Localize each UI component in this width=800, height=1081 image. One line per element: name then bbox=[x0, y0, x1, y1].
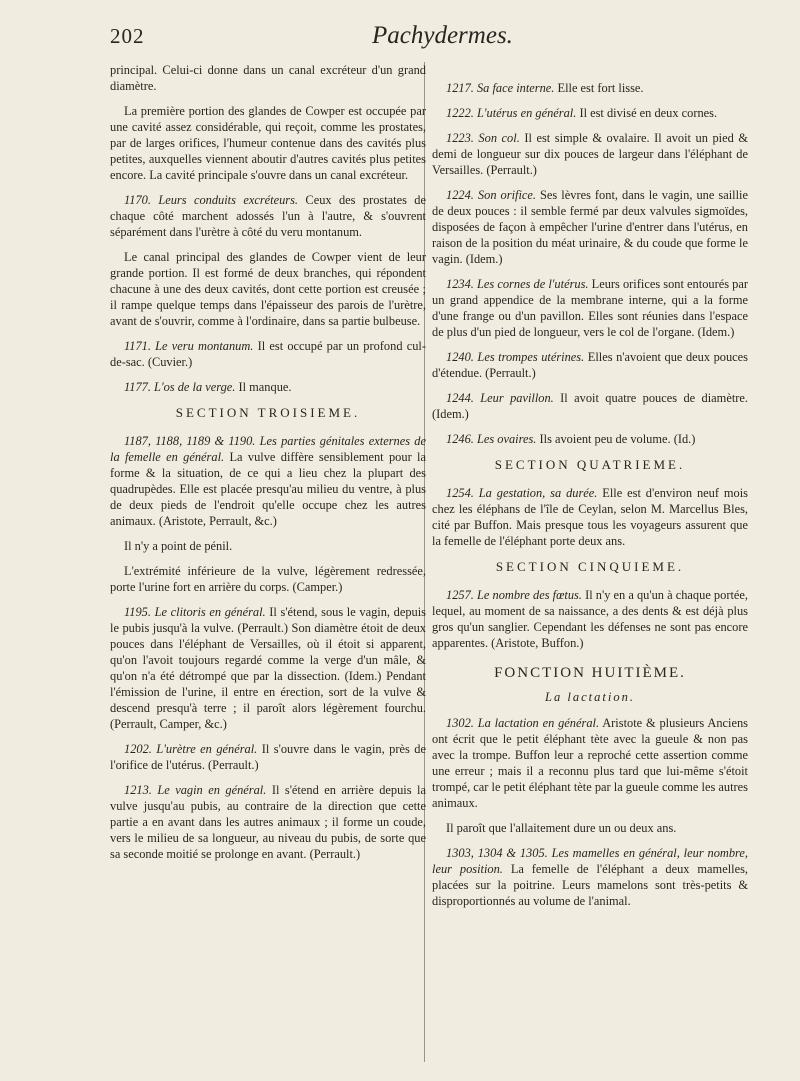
paragraph-lead: 1223. Son col. bbox=[446, 131, 520, 145]
paragraph bbox=[110, 741, 426, 773]
paragraph bbox=[110, 563, 426, 595]
paragraph-text: L'extrémité inférieure de la vulve, légèrement redressée, porte l'urine fort en arrière du corps. (Camper.) bbox=[110, 564, 426, 594]
paragraph-lead: 1246. Les ovaires. bbox=[446, 432, 537, 446]
paragraph bbox=[432, 485, 748, 549]
paragraph bbox=[432, 587, 748, 651]
paragraph bbox=[110, 249, 426, 329]
paragraph-lead: 1222. L'utérus en général. bbox=[446, 106, 577, 120]
paragraph bbox=[110, 433, 426, 529]
paragraph bbox=[110, 782, 426, 862]
paragraph-lead: 1170. Leurs conduits excréteurs. bbox=[124, 193, 299, 207]
paragraph-text: Il s'étend, sous le vagin, depuis le pubis jusqu'à la vulve. (Perrault.) Son diamètre étoit de deux pouces dans l'éléphant de Versailles, où il étoit si apparent, qu'on l'avoit toujours regardé comme la verge d'un mâle, & qu'on n'a été détrompé que par la dissection. (Idem.) Pendant l'émission de l'urine, il entre en érection, sort de la vulve & descend presqu'à terre ; il paroît alors légèrement fourchu. (Perrault, Camper, &c.) bbox=[110, 605, 426, 731]
paragraph-text: Il s'étend en arrière depuis la vulve jusqu'au pubis, au contraire de la direction que cette partie a en avant dans les autres animaux ; il forme un coude, vers le milieu de sa longueur, au niveau du pubis, de sorte que sa seconde moitié se prolonge en avant. (Perrault.) bbox=[110, 783, 426, 861]
fonction-heading: FONCTION HUITIÈME. bbox=[494, 665, 686, 681]
paragraph-text: Ils avoient peu de volume. (Id.) bbox=[536, 432, 696, 446]
paragraph-text: Elle est fort lisse. bbox=[554, 81, 644, 95]
paragraph-text: Il avoit quatre pouces de diamètre. (Idem.) bbox=[432, 391, 748, 421]
paragraph-text: Il n'y a point de pénil. bbox=[124, 539, 233, 553]
paragraph-lead: 1244. Leur pavillon. bbox=[446, 391, 554, 405]
paragraph-text: Ceux des prostates de chaque côté marchent adossés l'un à l'autre, & s'ouvrent séparément dans l'urètre à côté du veru montanum. bbox=[110, 193, 427, 239]
paragraph bbox=[432, 105, 748, 121]
section-heading: SECTION CINQUIEME. bbox=[495, 559, 685, 574]
paragraph bbox=[432, 715, 748, 811]
paragraph bbox=[110, 604, 426, 732]
subheading: La lactation. bbox=[545, 690, 635, 704]
left-column bbox=[110, 62, 426, 871]
paragraph-text: Il est occupé par un profond cul-de-sac. (Cuvier.) bbox=[110, 339, 426, 369]
paragraph-text: Leurs orifices sont entourés par un grand appendice de la membrane interne, qui a la forme d'une frange ou d'un pavillon. Elles sont réunies dans l'espace de plus d'un pied de longueur, vers le col de l'organe. (Idem.) bbox=[432, 277, 748, 339]
paragraph bbox=[110, 379, 426, 395]
section-heading: SECTION QUATRIEME. bbox=[494, 457, 686, 472]
paragraph-lead: 1187, 1188, 1189 & 1190. Les parties génitales externes de la femelle en général. bbox=[110, 434, 426, 464]
paragraph bbox=[432, 820, 748, 836]
paragraph-text: Il s'ouvre dans le vagin, près de l'orifice de l'utérus. (Perrault.) bbox=[110, 742, 426, 772]
paragraph-text: Il est simple & ovalaire. Il avoit un pied & demi de longueur sur dix pouces de largeur dans l'éléphant de Versailles. (Perrault.) bbox=[432, 131, 748, 177]
paragraph bbox=[432, 349, 748, 381]
section-heading: SECTION TROISIEME. bbox=[175, 405, 361, 420]
paragraph-lead: 1213. Le vagin en général. bbox=[124, 783, 267, 797]
paragraph-text: La première portion des glandes de Cowper est occupée par une cavité assez considérable, qui reçoit, comme les prostates, par de larges orifices, l'humeur contenue dans des cavités plus petites, auxquelles viennent aboutir d'autres cavités plus petites encore. La cavité principale s'ouvre dans un canal excréteur. bbox=[110, 104, 426, 182]
paragraph-lead: 1303, 1304 & 1305. Les mamelles en général, leur nombre, leur position. bbox=[432, 846, 748, 876]
paragraph bbox=[110, 62, 426, 94]
paragraph bbox=[110, 538, 426, 554]
paragraph bbox=[432, 390, 748, 422]
paragraph bbox=[432, 130, 748, 178]
paragraph bbox=[110, 192, 426, 240]
paragraph-text: Le canal principal des glandes de Cowper vient de leur grande portion. Il est formé de deux branches, qui répondent chacune à une des deux cavités, dont cette portion est creusée ; il rampe quelque temps dans l'épaisseur des parois de l'urètre, avant de s'ouvrir, comme à l'ordinaire, dans sa partie bulbeuse. bbox=[110, 250, 426, 328]
paragraph-lead: 1254. La gestation, sa durée. bbox=[446, 486, 598, 500]
paragraph-lead: 1217. Sa face interne. bbox=[446, 81, 555, 95]
paragraph-lead: 1202. L'urètre en général. bbox=[124, 742, 258, 756]
paragraph bbox=[432, 431, 748, 447]
paragraph-text: Ses lèvres font, dans le vagin, une saillie de deux pouces : il semble fermé par deux valvules sigmoïdes, disposées de façon à empêcher l'urine d'entrer dans l'utérus, en raison de la position du méat urinaire, & du coude que forme le vagin. (Idem.) bbox=[432, 188, 748, 266]
paragraph-text: Il est divisé en deux cornes. bbox=[576, 106, 718, 120]
right-column bbox=[432, 80, 748, 918]
paragraph-text: Elles n'avoient que deux pouces d'étendue. (Perrault.) bbox=[432, 350, 748, 380]
paragraph-text: Elle est d'environ neuf mois chez les éléphans de l'île de Ceylan, selon M. Marcellus Bles, cité par Buffon. Mais presque tous les voyageurs assurent que la femelle de l'éléphant porte deux ans. bbox=[432, 486, 748, 548]
paragraph-lead: 1195. Le clitoris en général. bbox=[124, 605, 266, 619]
paragraph-text: La femelle de l'éléphant a deux mamelles, placées sur la poitrine. Leurs mamelons sont très-petits & disproportionnés au volume de l'animal. bbox=[432, 862, 748, 908]
paragraph bbox=[432, 187, 748, 267]
paragraph bbox=[110, 338, 426, 370]
paragraph-text: Il paroît que l'allaitement dure un ou deux ans. bbox=[446, 821, 677, 835]
paragraph-text: Aristote & plusieurs Anciens ont écrit que le petit éléphant tète avec la gueule & non pas avec la trompe. Buffon leur a reproché cette assertion comme une erreur ; mais il a reconnu plus tard que lui-même s'étoit trompé, car le petit éléphant tète par la gueule comme les autres animaux. bbox=[432, 716, 748, 810]
paragraph-text: Il n'y en a qu'un à chaque portée, lequel, au moment de sa naissance, a des dents & est déjà plus gros qu'un sanglier. Cependant les défenses ne sont pas encore apparentes. (Aristote, Buffon.) bbox=[432, 588, 748, 650]
paragraph-lead: 1234. Les cornes de l'utérus. bbox=[446, 277, 589, 291]
paragraph bbox=[432, 845, 748, 909]
paragraph-text: La vulve diffère sensiblement pour la forme & la situation, de ce qui a lieu chez la plupart des quadrupèdes. Elle est placée presqu'au milieu du ventre, à plus de deux pieds de l'endroit qu'elle occupe chez les autres animaux. (Aristote, Perrault, &c.) bbox=[110, 450, 426, 528]
running-title: Pachydermes. bbox=[372, 22, 513, 49]
paragraph-lead: 1240. Les trompes utérines. bbox=[446, 350, 585, 364]
paragraph-lead: 1171. Le veru montanum. bbox=[124, 339, 254, 353]
paragraph-lead: 1177. L'os de la verge. bbox=[124, 380, 236, 394]
paragraph-lead: 1302. La lactation en général. bbox=[446, 716, 600, 730]
paragraph-lead: 1224. Son orifice. bbox=[446, 188, 536, 202]
paragraph-text: principal. Celui-ci donne dans un canal excréteur d'un grand diamètre. bbox=[110, 63, 426, 93]
paragraph bbox=[432, 80, 748, 96]
paragraph bbox=[110, 103, 426, 183]
paragraph-lead: 1257. Le nombre des fœtus. bbox=[446, 588, 582, 602]
page-number: 202 bbox=[110, 24, 145, 48]
page-header bbox=[110, 22, 710, 58]
paragraph-text: Il manque. bbox=[235, 380, 292, 394]
paragraph bbox=[432, 276, 748, 340]
